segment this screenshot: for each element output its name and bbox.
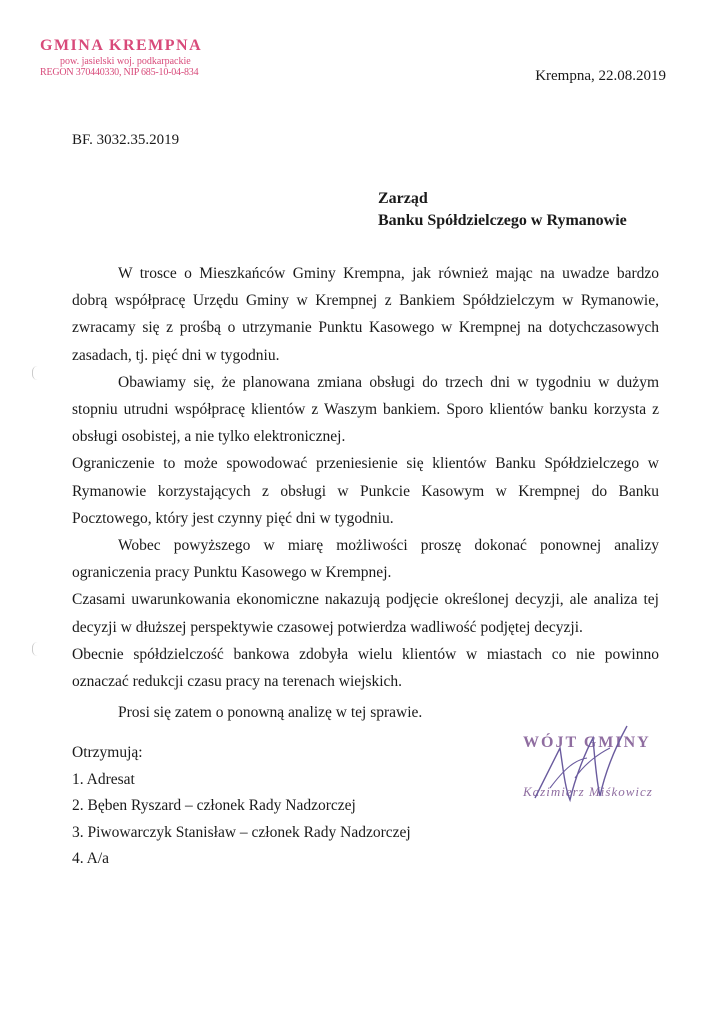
list-item: 3. Piwowarczyk Stanisław – członek Rady Nadzorczej (72, 823, 411, 841)
reference-number: BF. 3032.35.2019 (72, 132, 180, 148)
recipients-list (72, 740, 411, 873)
paragraph: Obecnie spółdzielczość bankowa zdobyła wielu klientów w miastach co nie powinno oznaczać redukcji czasu pracy na terenach wiejskich. (72, 645, 659, 691)
paragraph: Obawiamy się, że planowana zmiana obsługi do trzech dni w tygodniu w dużym stopniu utrudni współpracę klientów z Waszym bankiem. Sporo klientów banku korzysta z obsługi osobistej, a nie tylko elektronicznej. (72, 373, 659, 446)
recipients-heading: Otrzymują: (72, 744, 143, 761)
list-item: 4. A/a (72, 850, 110, 867)
margin-mark (32, 642, 43, 656)
signature-block (515, 718, 690, 818)
stamp-ids: REGON 370440330, NIP 685-10-04-834 (40, 67, 199, 79)
paragraph: W trosce o Mieszkańców Gminy Krempna, jak również mając na uwadze bardzo dobrą współpracę Urzędu Gminy w Krempnej z Bankiem Spółdzielczym w Rymanowie, zwracamy się z prośbą o utrzymanie Punktu Kasowego w Krempnej na dotychczasowych zasadach, tj. pięć dni w tygodniu. (72, 265, 659, 364)
addressee (378, 188, 627, 231)
signature-name: Kazimierz Miśkowicz (523, 784, 653, 799)
stamp-name: GMINA KREMPNA (40, 37, 203, 54)
list-item: 2. Bęben Ryszard – członek Rady Nadzorczej (72, 797, 356, 814)
paragraph: Wobec powyższego w miarę możliwości proszę dokonać ponownej analizy ograniczenia pracy Punktu Kasowego w Krempnej. (72, 537, 659, 582)
letter-body (72, 260, 659, 726)
stamp-district: pow. jasielski woj. podkarpackie (60, 55, 191, 67)
letter-date: Krempna, 22.08.2019 (535, 68, 666, 84)
addressee-line1: Zarząd (378, 190, 428, 207)
list-item: 1. Adresat (72, 770, 135, 788)
paragraph: Ograniczenie to może spowodować przeniesienie się klientów Banku Spółdzielczego w Rymanowie korzystających z obsługi w Punkcie Kasowym w Krempnej do Banku Pocztowego, który jest czynny pięć dni w tygodniu. (72, 455, 659, 527)
paragraph: Prosi się zatem o ponowną analizę w tej sprawie. (118, 704, 423, 722)
addressee-line2: Banku Spółdzielczego w Rymanowie (378, 211, 627, 229)
signature-title: WÓJT GMINY (523, 734, 651, 751)
municipality-stamp (40, 38, 210, 79)
paragraph: Czasami uwarunkowania ekonomiczne nakazują podjęcie określonej decyzji, ale analiza tej decyzji w dłuższej perspektywie czasowej potwierdza wadliwość podjętej decyzji. (72, 591, 659, 636)
margin-mark (32, 366, 43, 380)
handwritten-signature (515, 718, 690, 818)
